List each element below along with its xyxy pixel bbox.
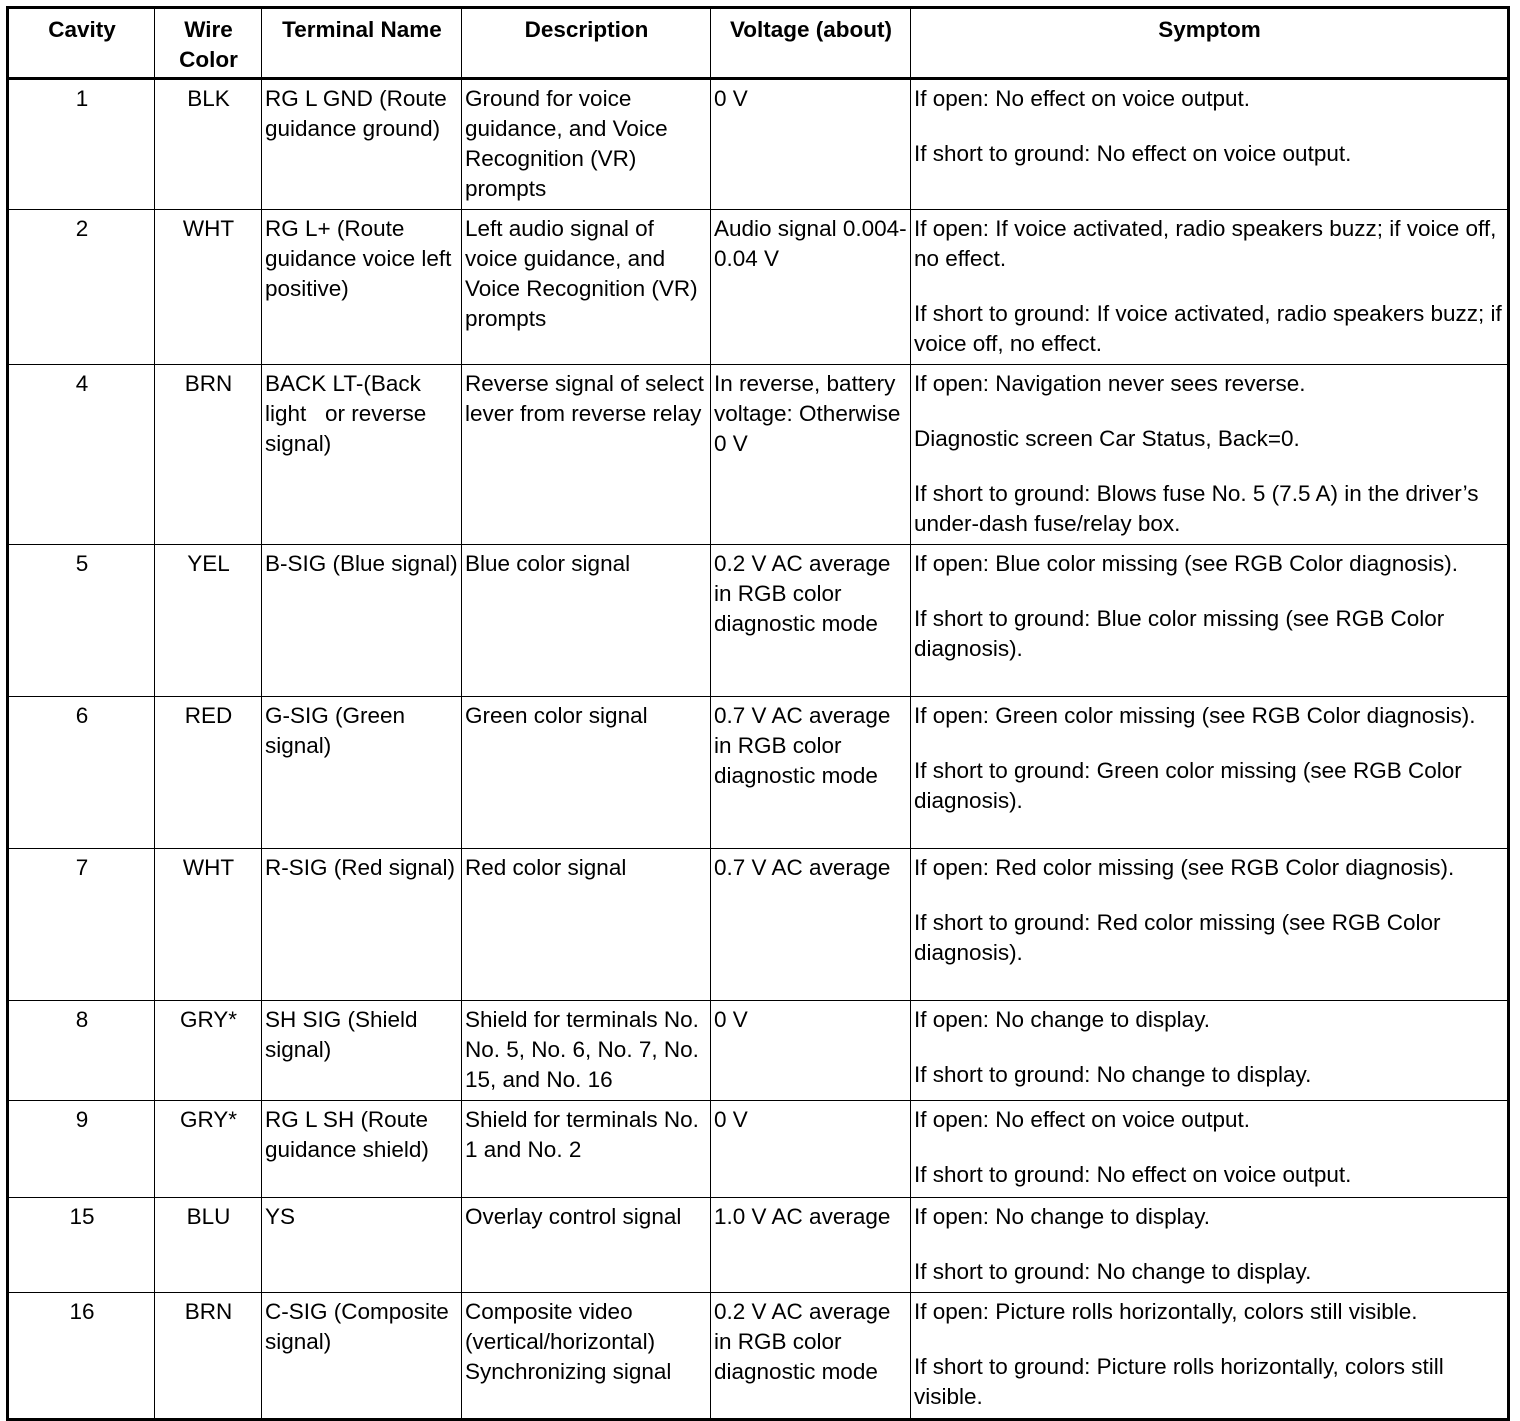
cell-wire-color: BRN	[155, 365, 262, 545]
table-row	[8, 1101, 1509, 1198]
cell-terminal-name: YS	[262, 1198, 462, 1293]
cell-symptom	[911, 1101, 1509, 1198]
symptom-line: If short to ground: If voice activated, radio speakers buzz; if voice off, no effect.	[914, 301, 1502, 356]
header-terminal-name: Terminal Name	[262, 8, 462, 79]
cell-voltage: In reverse, battery voltage: Otherwise 0 V	[711, 365, 911, 545]
symptom-line: If short to ground: Blue color missing (see RGB Color diagnosis).	[914, 606, 1445, 661]
cell-terminal-name: B-SIG (Blue signal)	[262, 545, 462, 697]
cell-symptom	[911, 1293, 1509, 1420]
cell-description: Blue color signal	[462, 545, 711, 697]
table-row	[8, 697, 1509, 849]
header-symptom: Symptom	[911, 8, 1509, 79]
cell-cavity: 15	[8, 1198, 155, 1293]
symptom-line: If open: Green color missing (see RGB Color diagnosis).	[914, 703, 1476, 728]
cell-wire-color: WHT	[155, 849, 262, 1001]
cell-voltage: 1.0 V AC average	[711, 1198, 911, 1293]
cell-cavity: 16	[8, 1293, 155, 1420]
header-description: Description	[462, 8, 711, 79]
cell-description: Red color signal	[462, 849, 711, 1001]
symptom-line: If open: No change to display.	[914, 1007, 1211, 1032]
symptom-line: Diagnostic screen Car Status, Back=0.	[914, 426, 1300, 451]
cell-wire-color: RED	[155, 697, 262, 849]
cell-description: Composite video (vertical/horizontal) Synchronizing signal	[462, 1293, 711, 1420]
cell-voltage: 0.2 V AC average in RGB color diagnostic mode	[711, 545, 911, 697]
symptom-line: If short to ground: Green color missing (see RGB Color diagnosis).	[914, 758, 1462, 813]
symptom-line: If short to ground: No change to display.	[914, 1062, 1312, 1087]
cell-terminal-name: G-SIG (Green signal)	[262, 697, 462, 849]
cell-description: Overlay control signal	[462, 1198, 711, 1293]
cell-symptom	[911, 365, 1509, 545]
cell-symptom	[911, 697, 1509, 849]
cell-cavity: 1	[8, 79, 155, 210]
cell-terminal-name: BACK LT-(Back light or reverse signal)	[262, 365, 462, 545]
table-row	[8, 1001, 1509, 1101]
terminal-table	[6, 6, 1510, 1421]
cell-wire-color: GRY*	[155, 1101, 262, 1198]
cell-terminal-name: R-SIG (Red signal)	[262, 849, 462, 1001]
symptom-line: If open: No effect on voice output.	[914, 1107, 1251, 1132]
cell-description: Left audio signal of voice guidance, and Voice Recognition (VR) prompts	[462, 210, 711, 365]
cell-terminal-name: RG L SH (Route guidance shield)	[262, 1101, 462, 1198]
table-row	[8, 365, 1509, 545]
symptom-line: If open: Navigation never sees reverse.	[914, 371, 1306, 396]
symptom-line: If open: Red color missing (see RGB Color diagnosis).	[914, 855, 1455, 880]
symptom-line: If open: No effect on voice output.	[914, 86, 1251, 111]
cell-voltage: Audio signal 0.004-0.04 V	[711, 210, 911, 365]
table-row	[8, 545, 1509, 697]
cell-symptom	[911, 1198, 1509, 1293]
cell-terminal-name: RG L+ (Route guidance voice left positive)	[262, 210, 462, 365]
table-row	[8, 210, 1509, 365]
cell-cavity: 5	[8, 545, 155, 697]
cell-cavity: 2	[8, 210, 155, 365]
cell-voltage: 0.2 V AC average in RGB color diagnostic mode	[711, 1293, 911, 1420]
cell-terminal-name: C-SIG (Composite signal)	[262, 1293, 462, 1420]
table-row	[8, 849, 1509, 1001]
cell-cavity: 4	[8, 365, 155, 545]
cell-symptom	[911, 79, 1509, 210]
table-row	[8, 1198, 1509, 1293]
cell-description: Shield for terminals No. No. 5, No. 6, No. 7, No. 15, and No. 16	[462, 1001, 711, 1101]
cell-wire-color: YEL	[155, 545, 262, 697]
cell-description: Ground for voice guidance, and Voice Recognition (VR) prompts	[462, 79, 711, 210]
cell-cavity: 9	[8, 1101, 155, 1198]
symptom-line: If short to ground: Picture rolls horizontally, colors still visible.	[914, 1354, 1444, 1409]
cell-voltage: 0.7 V AC average	[711, 849, 911, 1001]
symptom-line: If open: No change to display.	[914, 1204, 1211, 1229]
symptom-line: If open: Picture rolls horizontally, colors still visible.	[914, 1299, 1418, 1324]
table-row	[8, 1293, 1509, 1420]
cell-description: Green color signal	[462, 697, 711, 849]
table-body	[8, 79, 1509, 1420]
cell-cavity: 7	[8, 849, 155, 1001]
symptom-line: If short to ground: No effect on voice output.	[914, 141, 1352, 166]
cell-symptom	[911, 1001, 1509, 1101]
symptom-line: If short to ground: Red color missing (see RGB Color diagnosis).	[914, 910, 1441, 965]
symptom-line: If open: If voice activated, radio speakers buzz; if voice off, no effect.	[914, 216, 1497, 271]
cell-wire-color: GRY*	[155, 1001, 262, 1101]
cell-cavity: 8	[8, 1001, 155, 1101]
table-header-row	[8, 8, 1509, 79]
symptom-line: If short to ground: No change to display.	[914, 1259, 1312, 1284]
cell-description: Shield for terminals No. 1 and No. 2	[462, 1101, 711, 1198]
header-voltage: Voltage (about)	[711, 8, 911, 79]
cell-wire-color: BRN	[155, 1293, 262, 1420]
cell-symptom	[911, 210, 1509, 365]
table-row	[8, 79, 1509, 210]
cell-symptom	[911, 545, 1509, 697]
cell-description: Reverse signal of select lever from reverse relay	[462, 365, 711, 545]
header-cavity: Cavity	[8, 8, 155, 79]
cell-voltage: 0 V	[711, 79, 911, 210]
header-wire-color: Wire Color	[155, 8, 262, 79]
cell-terminal-name: RG L GND (Route guidance ground)	[262, 79, 462, 210]
cell-voltage: 0 V	[711, 1101, 911, 1198]
cell-terminal-name: SH SIG (Shield signal)	[262, 1001, 462, 1101]
symptom-line: If short to ground: Blows fuse No. 5 (7.5 A) in the driver’s under-dash fuse/relay box.	[914, 481, 1479, 536]
terminal-table-container	[6, 6, 1507, 1421]
cell-wire-color: WHT	[155, 210, 262, 365]
symptom-line: If short to ground: No effect on voice output.	[914, 1162, 1352, 1187]
cell-symptom	[911, 849, 1509, 1001]
cell-voltage: 0.7 V AC average in RGB color diagnostic mode	[711, 697, 911, 849]
symptom-line: If open: Blue color missing (see RGB Color diagnosis).	[914, 551, 1458, 576]
cell-cavity: 6	[8, 697, 155, 849]
cell-wire-color: BLK	[155, 79, 262, 210]
cell-voltage: 0 V	[711, 1001, 911, 1101]
cell-wire-color: BLU	[155, 1198, 262, 1293]
